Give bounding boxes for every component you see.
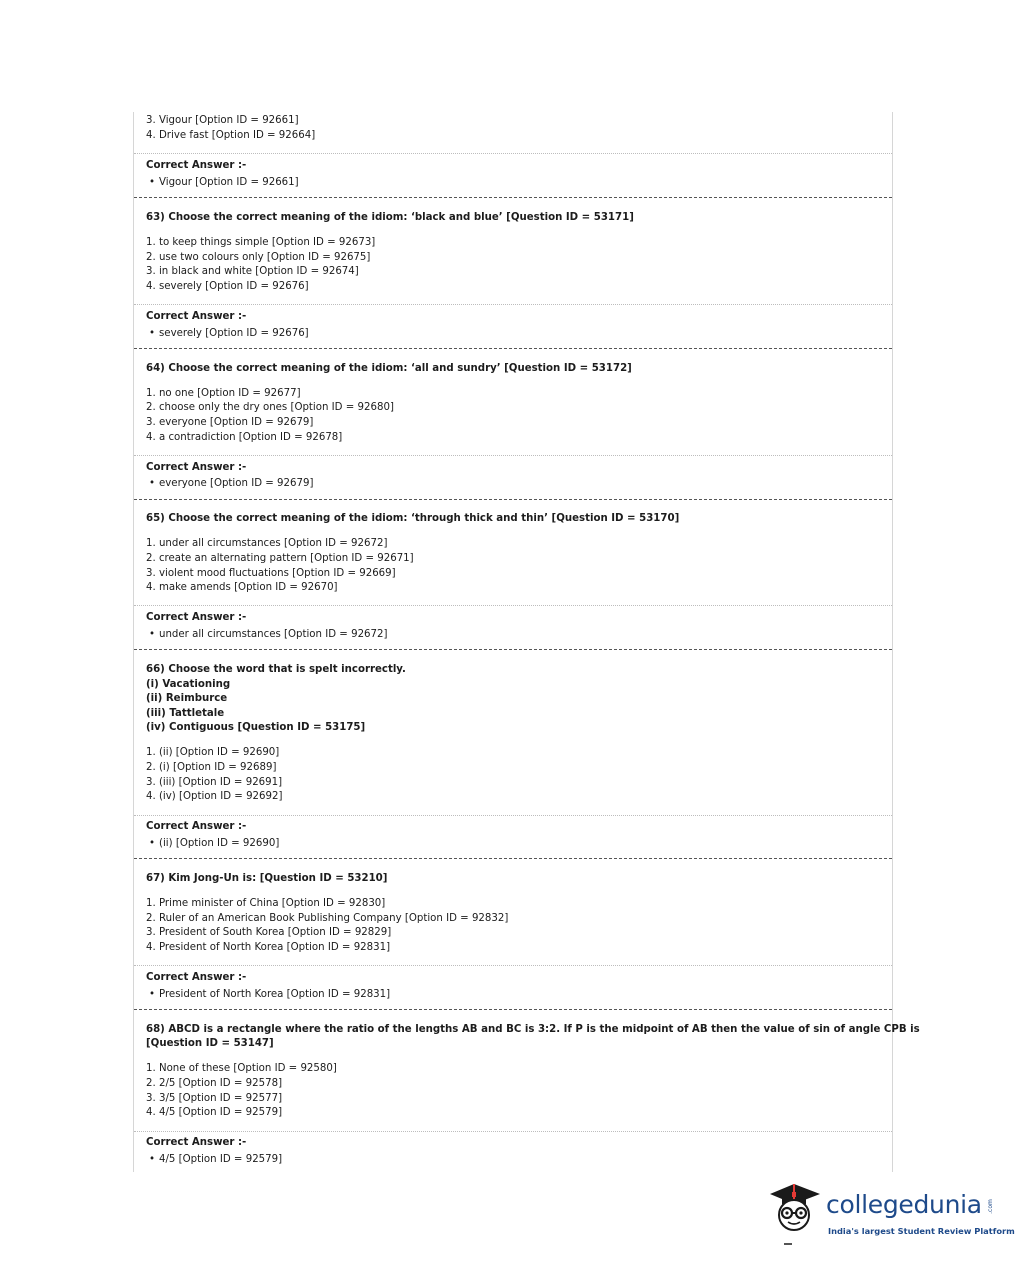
correct-answer-label: Correct Answer :- bbox=[146, 311, 247, 322]
correct-answer-label: Correct Answer :- bbox=[146, 160, 247, 171]
section-divider bbox=[134, 965, 892, 966]
correct-answer: • severely [Option ID = 92676] bbox=[149, 328, 309, 339]
correct-answer: • (ii) [Option ID = 92690] bbox=[149, 838, 280, 849]
option-line: 2. (i) [Option ID = 92689] bbox=[146, 762, 277, 773]
option-line: 4. President of North Korea [Option ID = 92831] bbox=[146, 942, 391, 953]
question-text: 63) Choose the correct meaning of the idiom: ‘black and blue’ [Question ID = 53171] bbox=[146, 212, 634, 223]
correct-answer: • everyone [Option ID = 92679] bbox=[149, 478, 314, 489]
option-line: 2. use two colours only [Option ID = 92675] bbox=[146, 252, 371, 263]
correct-answer-label: Correct Answer :- bbox=[146, 612, 247, 623]
option-line: 3. President of South Korea [Option ID = 92829] bbox=[146, 927, 392, 938]
question-divider bbox=[134, 499, 892, 500]
option-line: 4. a contradiction [Option ID = 92678] bbox=[146, 432, 343, 443]
option-line: 1. under all circumstances [Option ID = 92672] bbox=[146, 538, 388, 549]
option-line: 1. no one [Option ID = 92677] bbox=[146, 388, 301, 399]
option-line: 3. (iii) [Option ID = 92691] bbox=[146, 777, 283, 788]
question-divider bbox=[134, 348, 892, 349]
option-line: 2. create an alternating pattern [Option ID = 92671] bbox=[146, 553, 414, 564]
correct-answer: • under all circumstances [Option ID = 92672] bbox=[149, 629, 388, 640]
option-line: 1. None of these [Option ID = 92580] bbox=[146, 1063, 337, 1074]
correct-answer-label: Correct Answer :- bbox=[146, 1137, 247, 1148]
option-line: 2. 2/5 [Option ID = 92578] bbox=[146, 1078, 283, 1089]
option-line: 1. Prime minister of China [Option ID = 92830] bbox=[146, 898, 386, 909]
question-text: [Question ID = 53147] bbox=[146, 1038, 274, 1049]
section-divider bbox=[134, 304, 892, 305]
section-divider bbox=[134, 605, 892, 606]
correct-answer-label: Correct Answer :- bbox=[146, 462, 247, 473]
option-line: 3. everyone [Option ID = 92679] bbox=[146, 417, 314, 428]
question-text: 64) Choose the correct meaning of the idiom: ‘all and sundry’ [Question ID = 53172] bbox=[146, 363, 632, 374]
option-line: 2. Ruler of an American Book Publishing Company [Option ID = 92832] bbox=[146, 913, 509, 924]
question-text: (ii) Reimburce bbox=[146, 693, 228, 704]
option-line: 1. to keep things simple [Option ID = 92673] bbox=[146, 237, 376, 248]
section-divider bbox=[134, 153, 892, 154]
question-divider bbox=[134, 649, 892, 650]
brand-tagline: India's largest Student Review Platform bbox=[828, 1226, 1015, 1236]
option-line: 4. 4/5 [Option ID = 92579] bbox=[146, 1107, 283, 1118]
option-line: 4. make amends [Option ID = 92670] bbox=[146, 582, 338, 593]
option-line: 4. severely [Option ID = 92676] bbox=[146, 281, 309, 292]
option-line: 2. choose only the dry ones [Option ID = 92680] bbox=[146, 402, 394, 413]
question-text: (i) Vacationing bbox=[146, 679, 231, 690]
correct-answer-label: Correct Answer :- bbox=[146, 972, 247, 983]
brand-name: collegedunia bbox=[826, 1190, 982, 1219]
option-line: 3. in black and white [Option ID = 92674] bbox=[146, 266, 359, 277]
option-line: 4. (iv) [Option ID = 92692] bbox=[146, 791, 283, 802]
question-text: 66) Choose the word that is spelt incorrectly. bbox=[146, 664, 406, 675]
question-text: 68) ABCD is a rectangle where the ratio of the lengths AB and BC is 3:2. If P is the midpoint of AB then the value of sin of angle CPB is bbox=[146, 1024, 920, 1035]
correct-answer: • President of North Korea [Option ID = 92831] bbox=[149, 989, 391, 1000]
option-line: 4. Drive fast [Option ID = 92664] bbox=[146, 130, 316, 141]
question-divider bbox=[134, 197, 892, 198]
brand-suffix: .com bbox=[986, 1199, 994, 1214]
question-text: (iii) Tattletale bbox=[146, 708, 225, 719]
option-line: 3. violent mood fluctuations [Option ID = 92669] bbox=[146, 568, 396, 579]
question-text: 65) Choose the correct meaning of the idiom: ‘through thick and thin’ [Question ID = 53170] bbox=[146, 513, 680, 524]
option-line: 3. Vigour [Option ID = 92661] bbox=[146, 115, 299, 126]
correct-answer: • Vigour [Option ID = 92661] bbox=[149, 177, 299, 188]
option-line: 3. 3/5 [Option ID = 92577] bbox=[146, 1093, 283, 1104]
question-divider bbox=[134, 858, 892, 859]
question-text: 67) Kim Jong-Un is: [Question ID = 53210] bbox=[146, 873, 388, 884]
correct-answer: • 4/5 [Option ID = 92579] bbox=[149, 1154, 283, 1165]
correct-answer-label: Correct Answer :- bbox=[146, 821, 247, 832]
question-text: (iv) Contiguous [Question ID = 53175] bbox=[146, 722, 366, 733]
section-divider bbox=[134, 1131, 892, 1132]
option-line: 1. (ii) [Option ID = 92690] bbox=[146, 747, 280, 758]
question-divider bbox=[134, 1009, 892, 1010]
section-divider bbox=[134, 455, 892, 456]
section-divider bbox=[134, 815, 892, 816]
